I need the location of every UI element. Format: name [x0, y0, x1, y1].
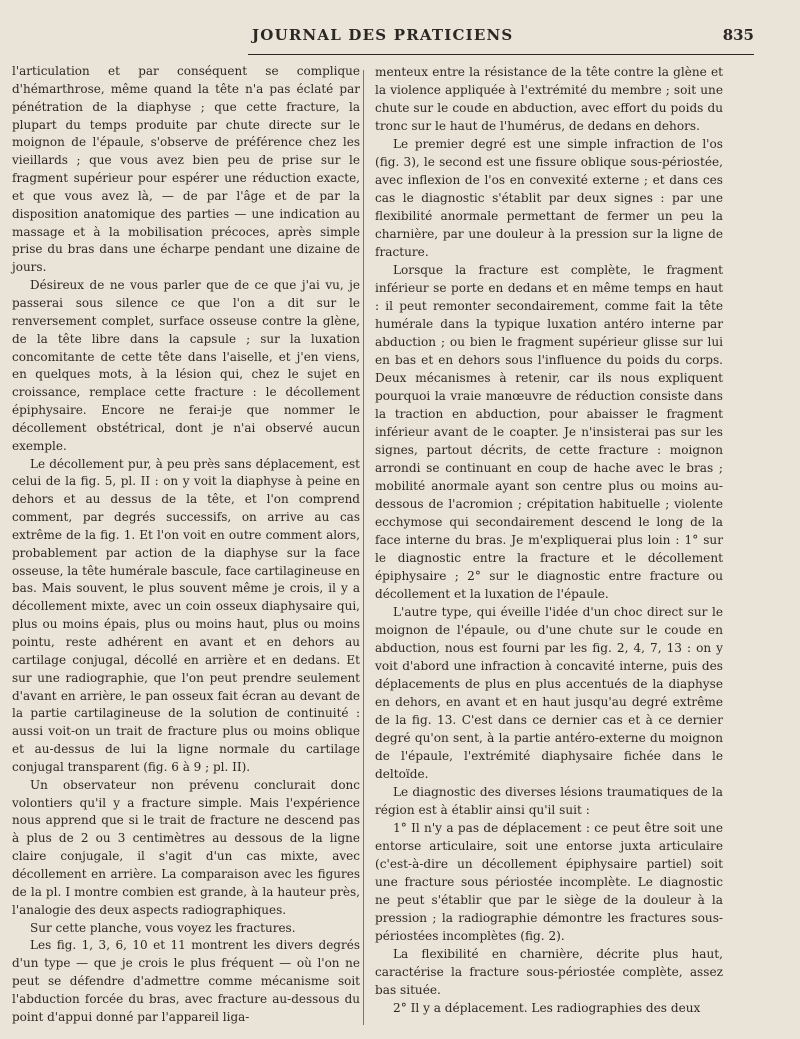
journal-title: JOURNAL DES PRATICIENS [252, 26, 514, 44]
paragraph: Un observateur non prévenu conclurait donc volontiers qu'il y a fracture simple. Mais l'expérience nous apprend que si le trait de fracture ne descend pas à plus de 2 ou 3 centimètres au dessous de la ligne claire conjugale, il s'agit d'un cas mixte, avec décollement en arrière. La comparaison avec les figures de la pl. I montre combien est grande, à la hauteur près, l'analogie des deux aspects radiographiques. [12, 777, 360, 917]
paragraph: Le diagnostic des diverses lésions traumatiques de la région est à établir ainsi qu'il suit : [375, 785, 723, 817]
paragraph: 2° Il y a déplacement. Les radiographies des deux [393, 1001, 701, 1015]
column-divider [363, 70, 364, 1025]
right-column [375, 63, 723, 1017]
left-column [12, 63, 360, 1027]
paragraph: Le décollement pur, à peu près sans déplacement, est celui de la fig. 5, pl. II : on y voit la diaphyse à peine en dehors et au dessus de la tête, et l'on comprend comment, par degrés successifs, on arrive au cas extrême de la fig. 1. Et l'on voit en outre comment alors, probablement par action de la diaphyse sur la face osseuse, la tête humérale bascule, face cartilagineuse en bas. Mais souvent, le plus souvent même je crois, il y a décollement mixte, avec un coin osseux diaphysaire qui, plus ou moins épais, plus ou moins haut, plus ou moins pointu, reste adhérent en avant et en dehors au cartilage conjugal, décollé en arrière et en dedans. Et sur une radiographie, que l'on peut prendre seulement d'avant en arrière, le pan osseux fait écran au devant de la partie cartilagineuse de la solution de continuité : aussi voit-on un trait de fracture plus ou moins oblique et au-dessus de lui la ligne normale du cartilage conjugal transparent (fig. 6 à 9 ; pl. II). [12, 456, 360, 774]
paragraph: Sur cette planche, vous voyez les fractures. [30, 920, 296, 935]
paragraph: menteux entre la résistance de la tête contre la glène et la violence appliquée à l'extrémité du membre ; soit une chute sur le coude en abduction, avec effort du poids du tronc sur le haut de l'humérus, de dedans en dehors. [375, 65, 723, 133]
paragraph: Le premier degré est une simple infraction de l'os (fig. 3), le second est une fissure oblique sous-périostée, avec inflexion de l'os en convexité externe ; et dans ces cas le diagnostic s'établit par deux signes : par une flexibilité anormale permettant de fermer un peu la charnière, par une douleur à la pression sur la ligne de fracture. [375, 137, 723, 259]
paragraph: L'autre type, qui éveille l'idée d'un choc direct sur le moignon de l'épaule, ou d'une chute sur le coude en abduction, nous est fourni par les fig. 2, 4, 7, 13 : on y voit d'abord une infraction à concavité interne, puis des déplacements de plus en plus accentués de la diaphyse en dehors, en avant et en haut jusqu'au degré extrême de la fig. 13. C'est dans ce dernier cas et à ce dernier degré qu'on sent, à la partie antéro-externe du moignon de l'épaule, l'extrémité diaphysaire fichée dans le deltoïde. [375, 605, 723, 781]
page-number: 835 [722, 26, 754, 44]
paragraph: Les fig. 1, 3, 6, 10 et 11 montrent les divers degrés d'un type — que je crois le plus fréquent — où l'on ne peut se défendre d'admettre comme mécanisme soit l'abduction forcée du bras, avec fracture au-dessous du point d'appui donné par l'appareil liga- [12, 938, 360, 1024]
header-rule [248, 54, 754, 55]
paragraph: 1° Il n'y a pas de déplacement : ce peut être soit une entorse articulaire, soit une entorse juxta articulaire (c'est-à-dire un décollement épiphysaire partiel) soit une fracture sous périostée incomplète. Le diagnostic ne peut s'établir que par le siège de la douleur à la pression ; la radiographie démontre les fractures sous-périostées incomplètes (fig. 2). [375, 821, 723, 943]
running-header [252, 26, 754, 50]
paragraph: La flexibilité en charnière, décrite plus haut, caractérise la fracture sous-périostée complète, assez bas située. [375, 947, 723, 997]
paragraph: l'articulation et par conséquent se complique d'hémarthrose, même quand la tête n'a pas éclaté par pénétration de la diaphyse ; que cette fracture, la plupart du temps produite par chute directe sur le moignon de l'épaule, s'observe de préférence chez les vieillards ; que vous avez bien peu de prise sur le fragment supérieur pour espérer une réduction exacte, et que vous avez là, — de par l'âge et de par la disposition anatomique des parties — une indication au massage et à la mobilisation précoces, après simple prise du bras dans une écharpe pendant une dizaine de jours. [12, 64, 360, 275]
paragraph: Lorsque la fracture est complète, le fragment inférieur se porte en dedans et en même temps en haut : il peut remonter secondairement, comme fait la tête humérale dans la typique luxation antéro interne par abduction ; ou bien le fragment supérieur glisse sur lui en bas et en dehors sous l'influence du poids du corps. Deux mécanismes à retenir, car ils nous expliquent pourquoi la vraie manœuvre de réduction consiste dans la traction en abduction, pour abaisser le fragment inférieur avant de le coapter. Je n'insisterai pas sur les signes, partout décrits, de cette fracture : moignon arrondi se continuant en coup de hache avec le bras ; mobilité anormale ayant son centre plus ou moins au-dessous de l'acromion ; crépitation habituelle ; violente ecchymose qui secondairement descend le long de la face interne du bras. Je m'expliquerai plus loin : 1° sur le diagnostic entre la fracture et le décollement épiphysaire ; 2° sur le diagnostic entre fracture ou décollement et la luxation de l'épaule. [375, 263, 723, 601]
paragraph: Désireux de ne vous parler que de ce que j'ai vu, je passerai sous silence ce que l'on a dit sur le renversement complet, surface osseuse contre la glène, de la tête libre dans la capsule ; sur la luxation concomitante de cette tête dans l'aiselle, et j'en viens, en quelques mots, à la lésion qui, chez le sujet en croissance, remplace cette fracture : le décollement épiphysaire. Encore ne ferai-je que nommer le décollement obstétrical, dont je n'ai observé aucun exemple. [12, 278, 360, 453]
